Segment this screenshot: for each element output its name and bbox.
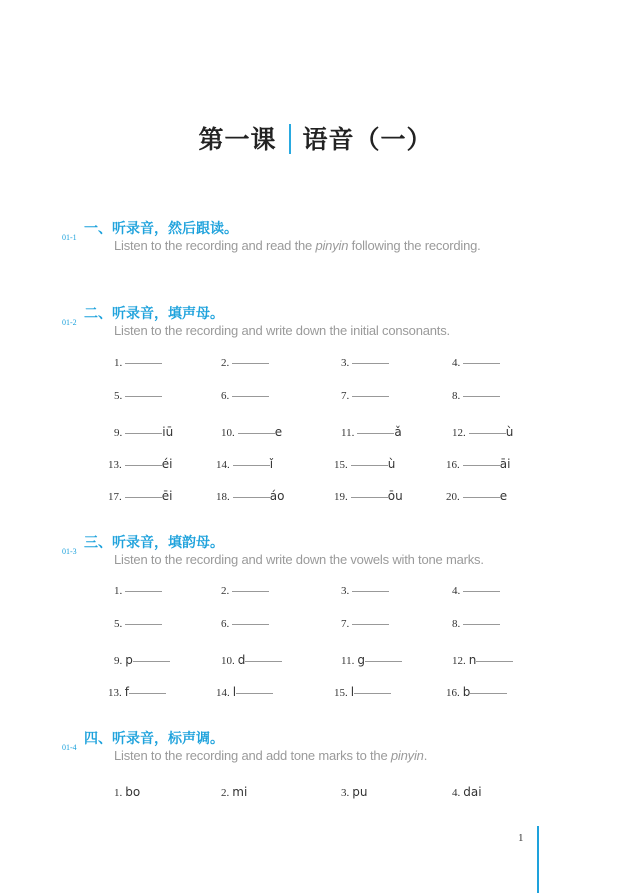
item-number: 14. bbox=[216, 459, 230, 471]
tone-mark-item[interactable] bbox=[114, 785, 140, 799]
answer-item bbox=[452, 357, 500, 369]
section-heading-cn: 二、听录音，填声母。 bbox=[84, 306, 224, 322]
answer-item bbox=[216, 457, 273, 471]
section-heading-en: Listen to the recording and write down the initial consonants. bbox=[114, 323, 450, 338]
pinyin-word: dai bbox=[463, 785, 482, 799]
item-number: 7. bbox=[341, 618, 350, 630]
item-number: 4. bbox=[452, 787, 461, 799]
answer-item bbox=[221, 585, 269, 597]
item-number: 18. bbox=[216, 491, 230, 503]
answer-item bbox=[341, 585, 389, 597]
answer-item bbox=[108, 457, 172, 471]
pinyin-word: pu bbox=[352, 785, 368, 799]
answer-blank[interactable] bbox=[352, 362, 389, 364]
item-number: 3. bbox=[341, 357, 350, 369]
answer-item bbox=[221, 425, 282, 439]
given-final: áo bbox=[269, 489, 285, 503]
answer-item bbox=[341, 390, 389, 402]
given-final: āi bbox=[499, 457, 511, 471]
given-initial: g bbox=[357, 653, 365, 667]
item-number: 5. bbox=[114, 390, 123, 402]
tone-mark-item[interactable] bbox=[221, 785, 247, 799]
answer-item bbox=[114, 425, 173, 439]
item-number: 2. bbox=[221, 357, 230, 369]
given-initial: b bbox=[462, 685, 471, 699]
page-margin-rule bbox=[537, 826, 539, 893]
heading-en-italic: pinyin bbox=[390, 748, 424, 763]
answer-item bbox=[452, 425, 513, 439]
audio-track-label: 01-4 bbox=[62, 743, 77, 752]
item-number: 12. bbox=[452, 655, 466, 667]
answer-blank[interactable] bbox=[125, 432, 162, 434]
answer-item bbox=[452, 653, 513, 667]
answer-item bbox=[341, 653, 402, 667]
item-number: 11. bbox=[341, 655, 355, 667]
answer-blank[interactable] bbox=[232, 623, 269, 625]
given-final: e bbox=[274, 425, 283, 439]
section-heading-cn: 三、听录音，填韵母。 bbox=[84, 535, 224, 551]
item-number: 6. bbox=[221, 390, 230, 402]
heading-en-text-end: following the recording. bbox=[348, 238, 481, 253]
answer-blank[interactable] bbox=[354, 692, 391, 694]
answer-item bbox=[452, 585, 500, 597]
item-number: 9. bbox=[114, 655, 123, 667]
given-final: ù bbox=[505, 425, 514, 439]
given-final: éi bbox=[161, 457, 173, 471]
item-number: 13. bbox=[108, 687, 122, 699]
given-final: ēi bbox=[161, 489, 173, 503]
answer-item bbox=[341, 357, 389, 369]
answer-item bbox=[452, 390, 500, 402]
title-divider bbox=[289, 124, 291, 154]
answer-item bbox=[221, 357, 269, 369]
answer-blank[interactable] bbox=[463, 496, 500, 498]
item-number: 10. bbox=[221, 427, 235, 439]
answer-blank[interactable] bbox=[125, 464, 162, 466]
answer-item bbox=[108, 489, 172, 503]
answer-blank[interactable] bbox=[365, 660, 402, 662]
item-number: 5. bbox=[114, 618, 123, 630]
given-initial: f bbox=[124, 685, 129, 699]
heading-en-text: Listen to the recording and read the bbox=[114, 238, 316, 253]
audio-track-label: 01-3 bbox=[62, 547, 77, 556]
given-initial: l bbox=[350, 685, 355, 699]
answer-blank[interactable] bbox=[236, 692, 273, 694]
item-number: 10. bbox=[221, 655, 235, 667]
answer-item bbox=[216, 489, 284, 503]
answer-item bbox=[216, 685, 273, 699]
pinyin-word: mi bbox=[232, 785, 248, 799]
answer-blank[interactable] bbox=[232, 362, 269, 364]
answer-blank[interactable] bbox=[125, 395, 162, 397]
item-number: 2. bbox=[221, 787, 230, 799]
item-number: 2. bbox=[221, 585, 230, 597]
answer-item bbox=[114, 390, 162, 402]
answer-blank[interactable] bbox=[233, 464, 270, 466]
answer-blank[interactable] bbox=[232, 590, 269, 592]
given-initial: n bbox=[468, 653, 477, 667]
item-number: 4. bbox=[452, 585, 461, 597]
answer-item bbox=[114, 653, 170, 667]
item-number: 11. bbox=[341, 427, 355, 439]
answer-blank[interactable] bbox=[238, 432, 275, 434]
answer-item bbox=[446, 489, 507, 503]
item-number: 12. bbox=[452, 427, 466, 439]
item-number: 15. bbox=[334, 687, 348, 699]
answer-blank[interactable] bbox=[245, 660, 282, 662]
page-number: 1 bbox=[518, 832, 524, 844]
answer-blank[interactable] bbox=[469, 432, 506, 434]
heading-en-italic: pinyin bbox=[315, 238, 349, 253]
answer-blank[interactable] bbox=[129, 692, 166, 694]
answer-item bbox=[341, 618, 389, 630]
answer-blank[interactable] bbox=[476, 660, 513, 662]
tone-mark-item[interactable] bbox=[341, 785, 367, 799]
item-number: 8. bbox=[452, 618, 461, 630]
item-number: 9. bbox=[114, 427, 123, 439]
section-heading-en: Listen to the recording and write down the vowels with tone marks. bbox=[114, 552, 484, 567]
item-number: 4. bbox=[452, 357, 461, 369]
item-number: 6. bbox=[221, 618, 230, 630]
audio-track-label: 01-1 bbox=[62, 233, 77, 242]
given-final: ǎ bbox=[394, 425, 402, 439]
given-final: iū bbox=[162, 425, 174, 439]
section-heading-en bbox=[114, 238, 481, 253]
answer-blank[interactable] bbox=[470, 692, 507, 694]
item-number: 20. bbox=[446, 491, 460, 503]
given-final: ǐ bbox=[269, 457, 274, 471]
answer-blank[interactable] bbox=[125, 362, 162, 364]
item-number: 16. bbox=[446, 459, 460, 471]
given-initial: l bbox=[232, 685, 237, 699]
answer-item bbox=[221, 618, 269, 630]
answer-item bbox=[108, 685, 166, 699]
answer-blank[interactable] bbox=[232, 395, 269, 397]
answer-blank[interactable] bbox=[463, 623, 500, 625]
answer-blank[interactable] bbox=[351, 464, 388, 466]
answer-item bbox=[334, 685, 391, 699]
pinyin-word: bo bbox=[125, 785, 141, 799]
answer-blank[interactable] bbox=[233, 496, 270, 498]
section-heading-en bbox=[114, 748, 427, 763]
answer-blank[interactable] bbox=[125, 623, 162, 625]
item-number: 3. bbox=[341, 585, 350, 597]
answer-blank[interactable] bbox=[463, 464, 500, 466]
given-initial: d bbox=[237, 653, 246, 667]
item-number: 1. bbox=[114, 357, 123, 369]
item-number: 3. bbox=[341, 787, 350, 799]
answer-item bbox=[114, 585, 162, 597]
answer-item bbox=[221, 390, 269, 402]
given-final: ōu bbox=[387, 489, 403, 503]
answer-item bbox=[221, 653, 282, 667]
answer-blank[interactable] bbox=[352, 623, 389, 625]
item-number: 19. bbox=[334, 491, 348, 503]
audio-track-label: 01-2 bbox=[62, 318, 77, 327]
item-number: 7. bbox=[341, 390, 350, 402]
item-number: 15. bbox=[334, 459, 348, 471]
answer-item bbox=[114, 618, 162, 630]
answer-blank[interactable] bbox=[463, 362, 500, 364]
item-number: 8. bbox=[452, 390, 461, 402]
answer-blank[interactable] bbox=[125, 590, 162, 592]
answer-item bbox=[446, 457, 510, 471]
item-number: 1. bbox=[114, 585, 123, 597]
item-number: 17. bbox=[108, 491, 122, 503]
answer-item bbox=[334, 489, 403, 503]
answer-blank[interactable] bbox=[352, 590, 389, 592]
lesson-topic: 语音（一） bbox=[302, 125, 433, 154]
given-final: e bbox=[499, 489, 508, 503]
item-number: 13. bbox=[108, 459, 122, 471]
tone-mark-item[interactable] bbox=[452, 785, 482, 799]
answer-blank[interactable] bbox=[352, 395, 389, 397]
answer-blank[interactable] bbox=[351, 496, 388, 498]
section-heading-cn: 四、听录音，标声调。 bbox=[84, 731, 224, 747]
answer-blank[interactable] bbox=[125, 496, 162, 498]
answer-blank[interactable] bbox=[133, 660, 170, 662]
lesson-number: 第一课 bbox=[198, 125, 277, 154]
answer-item bbox=[452, 618, 500, 630]
answer-item bbox=[334, 457, 395, 471]
answer-blank[interactable] bbox=[357, 432, 394, 434]
answer-item bbox=[341, 425, 402, 439]
given-final: ù bbox=[387, 457, 396, 471]
answer-blank[interactable] bbox=[463, 590, 500, 592]
heading-en-text: Listen to the recording and add tone marks to the bbox=[114, 748, 391, 763]
item-number: 1. bbox=[114, 787, 123, 799]
answer-item bbox=[114, 357, 162, 369]
lesson-title bbox=[0, 120, 631, 157]
item-number: 14. bbox=[216, 687, 230, 699]
answer-item bbox=[446, 685, 507, 699]
answer-blank[interactable] bbox=[463, 395, 500, 397]
heading-en-text-end: . bbox=[423, 748, 428, 763]
given-initial: p bbox=[125, 653, 133, 667]
section-heading-cn: 一、听录音，然后跟读。 bbox=[84, 221, 238, 237]
item-number: 16. bbox=[446, 687, 460, 699]
